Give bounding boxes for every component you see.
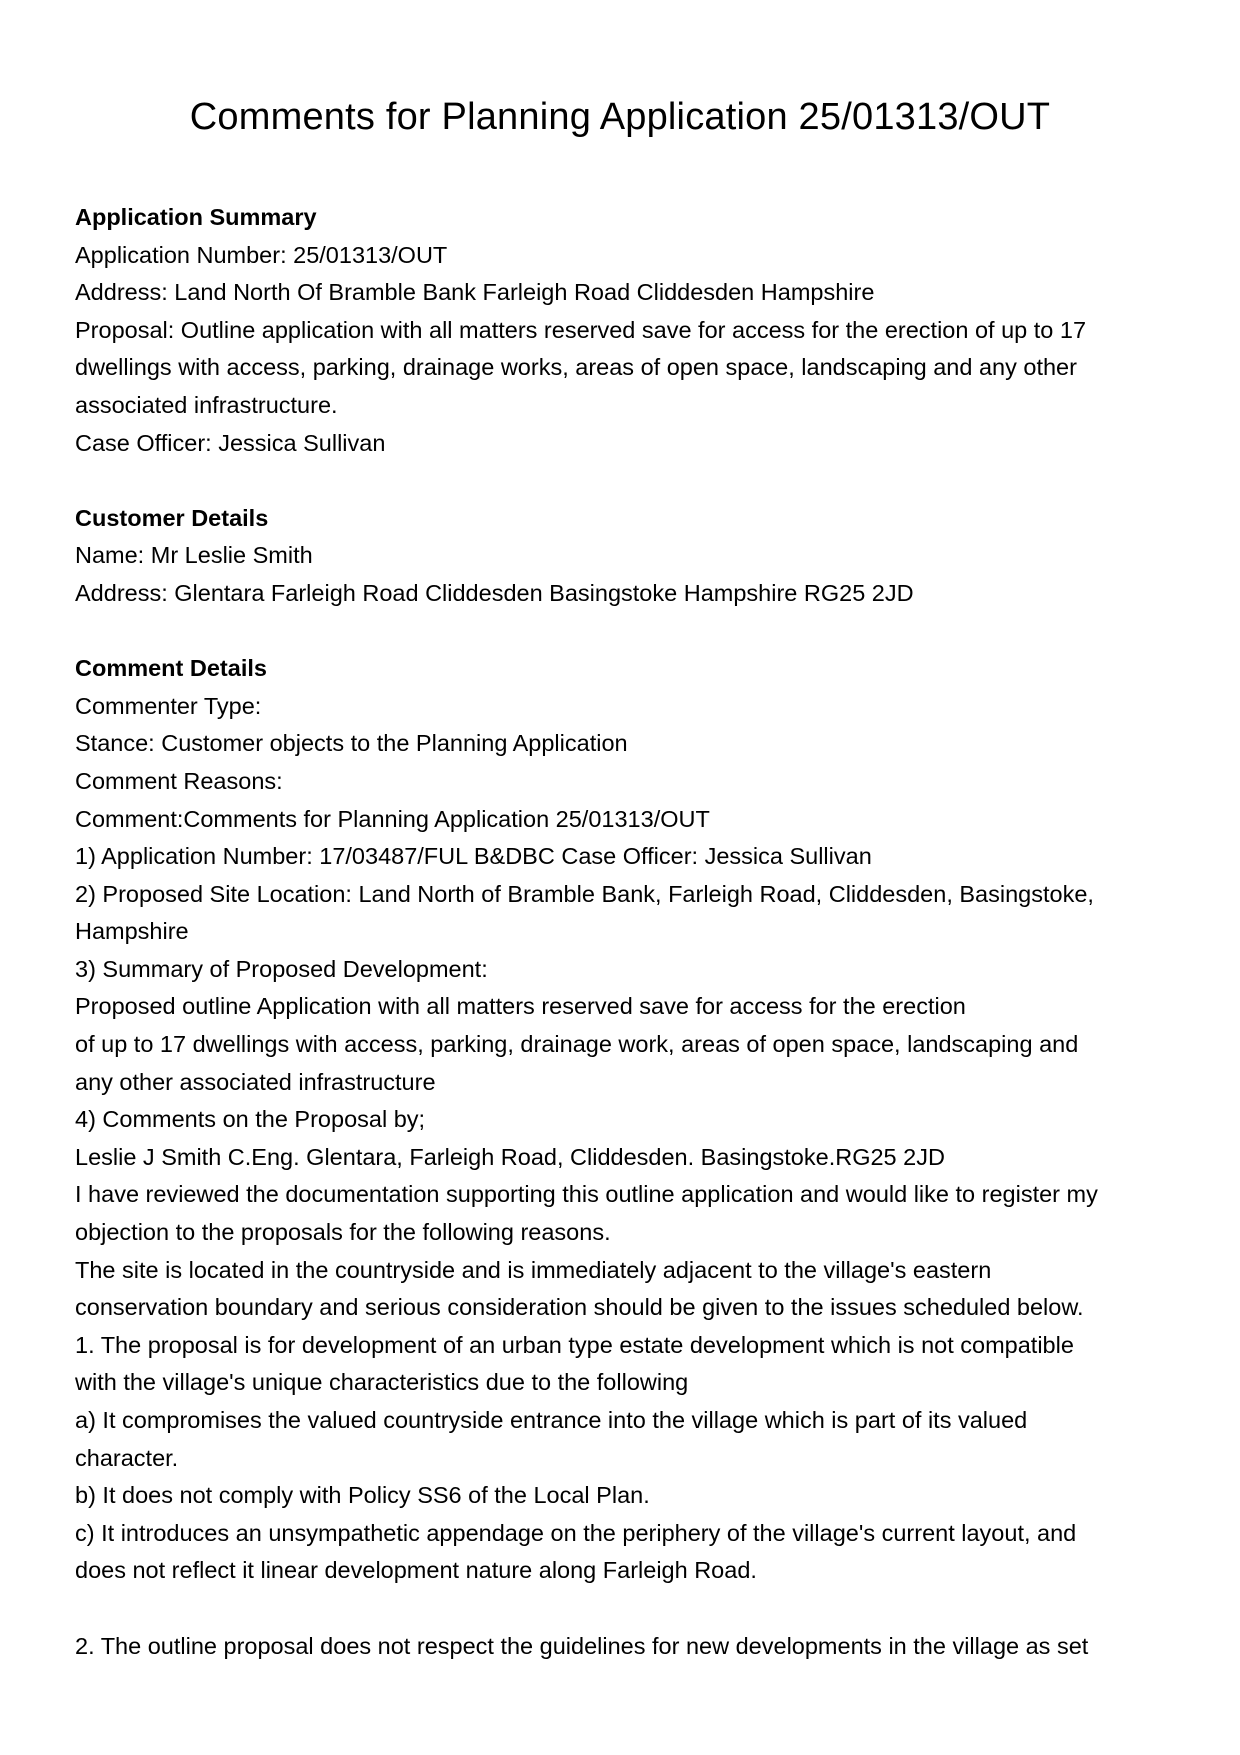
comment-line: of up to 17 dwellings with access, parking, drainage work, areas of open space, landscaping and xyxy=(75,1031,1079,1058)
comment-line: I have reviewed the documentation supporting this outline application and would like to register my xyxy=(75,1181,1098,1208)
comment-line: Proposed outline Application with all matters reserved save for access for the erection xyxy=(75,993,966,1020)
comment-line: a) It compromises the valued countryside entrance into the village which is part of its valued xyxy=(75,1407,1028,1433)
comment-line: does not reflect it linear development nature along Farleigh Road. xyxy=(75,1557,757,1584)
comment-line: 3) Summary of Proposed Development: xyxy=(75,955,488,982)
comment-line: Comment Reasons: xyxy=(75,767,283,794)
customer-details-section xyxy=(75,500,1175,613)
customer-details-heading: Customer Details xyxy=(75,504,269,531)
comment-line: 2. The outline proposal does not respect the guidelines for new developments in the village as set xyxy=(75,1632,1089,1659)
comment-line: 2) Proposed Site Location: Land North of Bramble Bank, Farleigh Road, Cliddesden, Basingstoke, xyxy=(75,880,1094,907)
comment-line: Stance: Customer objects to the Planning Application xyxy=(75,730,628,757)
comment-line: b) It does not comply with Policy SS6 of the Local Plan. xyxy=(75,1482,650,1509)
application-number: Application Number: 25/01313/OUT xyxy=(75,241,448,268)
comment-line: 1) Application Number: 17/03487/FUL B&DBC Case Officer: Jessica Sullivan xyxy=(75,843,872,870)
application-summary-section xyxy=(75,199,1175,462)
customer-name: Name: Mr Leslie Smith xyxy=(75,542,313,569)
comment-line: Leslie J Smith C.Eng. Glentara, Farleigh Road, Cliddesden. Basingstoke.RG25 2JD xyxy=(75,1143,945,1170)
proposal-line: Proposal: Outline application with all matters reserved save for access for the erection of up to 17 xyxy=(75,316,1087,343)
comment-line: The site is located in the countryside and is immediately adjacent to the village's eastern xyxy=(75,1256,992,1283)
comment-line: 1. The proposal is for development of an urban type estate development which is not compatible xyxy=(75,1331,1074,1358)
section-spacer xyxy=(75,462,1175,500)
customer-address: Address: Glentara Farleigh Road Cliddesden Basingstoke Hampshire RG25 2JD xyxy=(75,579,914,606)
section-spacer xyxy=(75,613,1175,651)
application-summary-heading: Application Summary xyxy=(75,204,317,230)
proposal-line: dwellings with access, parking, drainage works, areas of open space, landscaping and any other xyxy=(75,354,1077,381)
comment-line: Commenter Type: xyxy=(75,692,262,719)
comment-line: conservation boundary and serious consideration should be given to the issues scheduled below. xyxy=(75,1294,1084,1321)
site-address: Address: Land North Of Bramble Bank Farleigh Road Cliddesden Hampshire xyxy=(75,279,875,306)
case-officer: Case Officer: Jessica Sullivan xyxy=(75,429,386,456)
comment-line: character. xyxy=(75,1444,179,1471)
comment-line: with the village's unique characteristics due to the following xyxy=(75,1369,689,1396)
proposal-line: associated infrastructure. xyxy=(75,391,338,418)
comment-details-heading: Comment Details xyxy=(75,655,267,682)
comment-line: c) It introduces an unsympathetic appendage on the periphery of the village's current layout, and xyxy=(75,1519,1077,1546)
comment-line: any other associated infrastructure xyxy=(75,1068,436,1095)
comment-line: 4) Comments on the Proposal by; xyxy=(75,1106,426,1133)
paragraph-spacer xyxy=(75,1590,1175,1628)
comment-line: Comment:Comments for Planning Application 25/01313/OUT xyxy=(75,805,710,832)
comment-line: objection to the proposals for the following reasons. xyxy=(75,1219,611,1246)
document-body xyxy=(75,199,1175,1665)
comment-line: Hampshire xyxy=(75,918,189,945)
comment-details-section xyxy=(75,650,1175,1665)
page-title: Comments for Planning Application 25/01313/OUT xyxy=(189,96,1051,138)
